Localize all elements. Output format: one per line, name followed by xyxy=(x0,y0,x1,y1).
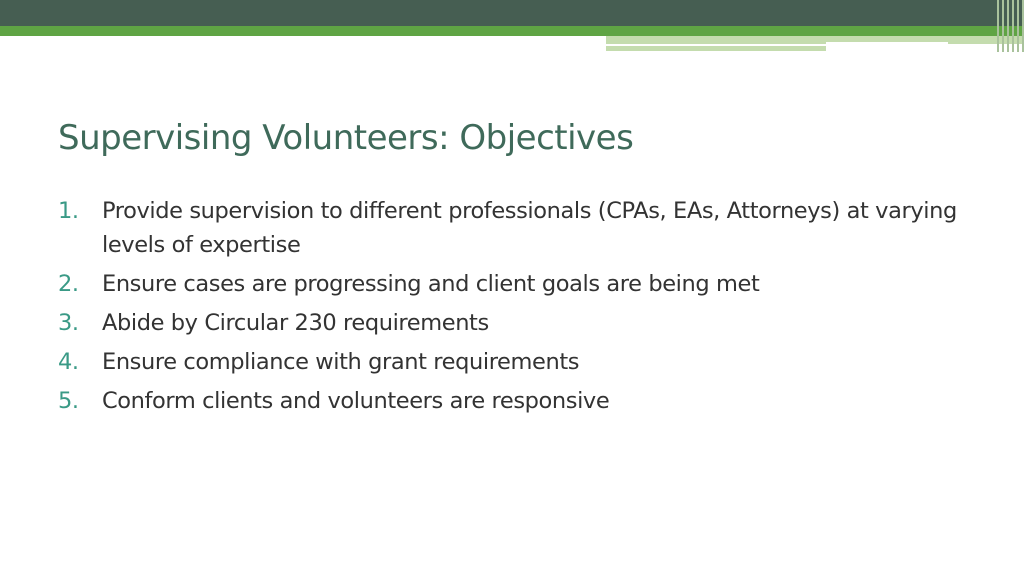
list-item-text: Provide supervision to different professionals (CPAs, EAs, Attorneys) at varying levels of expertise xyxy=(102,198,957,258)
objectives-list xyxy=(58,194,968,423)
header-stripe xyxy=(1017,0,1019,52)
header-accent-thin-bar xyxy=(606,46,826,51)
list-item-text: Ensure cases are progressing and client goals are being met xyxy=(102,271,760,297)
header-stripe xyxy=(997,0,999,52)
list-item-number: 1. xyxy=(58,198,79,224)
header-green-bar xyxy=(0,26,1024,36)
list-item xyxy=(58,267,968,301)
list-item xyxy=(58,194,968,262)
header-accent-line xyxy=(826,42,948,44)
list-item-text: Conform clients and volunteers are responsive xyxy=(102,388,610,414)
list-item xyxy=(58,345,968,379)
list-item-text: Ensure compliance with grant requirements xyxy=(102,349,580,375)
header-stripes xyxy=(994,0,1024,52)
list-item-number: 2. xyxy=(58,271,79,297)
list-item xyxy=(58,306,968,340)
list-item-number: 4. xyxy=(58,349,79,375)
header-stripe xyxy=(1002,0,1004,52)
header-accent-bar xyxy=(606,36,1024,44)
list-item-number: 3. xyxy=(58,310,79,336)
header-stripe xyxy=(1012,0,1014,52)
list-item-number: 5. xyxy=(58,388,79,414)
slide-title: Supervising Volunteers: Objectives xyxy=(58,118,634,158)
header-dark-bar xyxy=(0,0,1024,26)
header-stripe xyxy=(1007,0,1009,52)
list-item xyxy=(58,384,968,418)
list-item-text: Abide by Circular 230 requirements xyxy=(102,310,489,336)
